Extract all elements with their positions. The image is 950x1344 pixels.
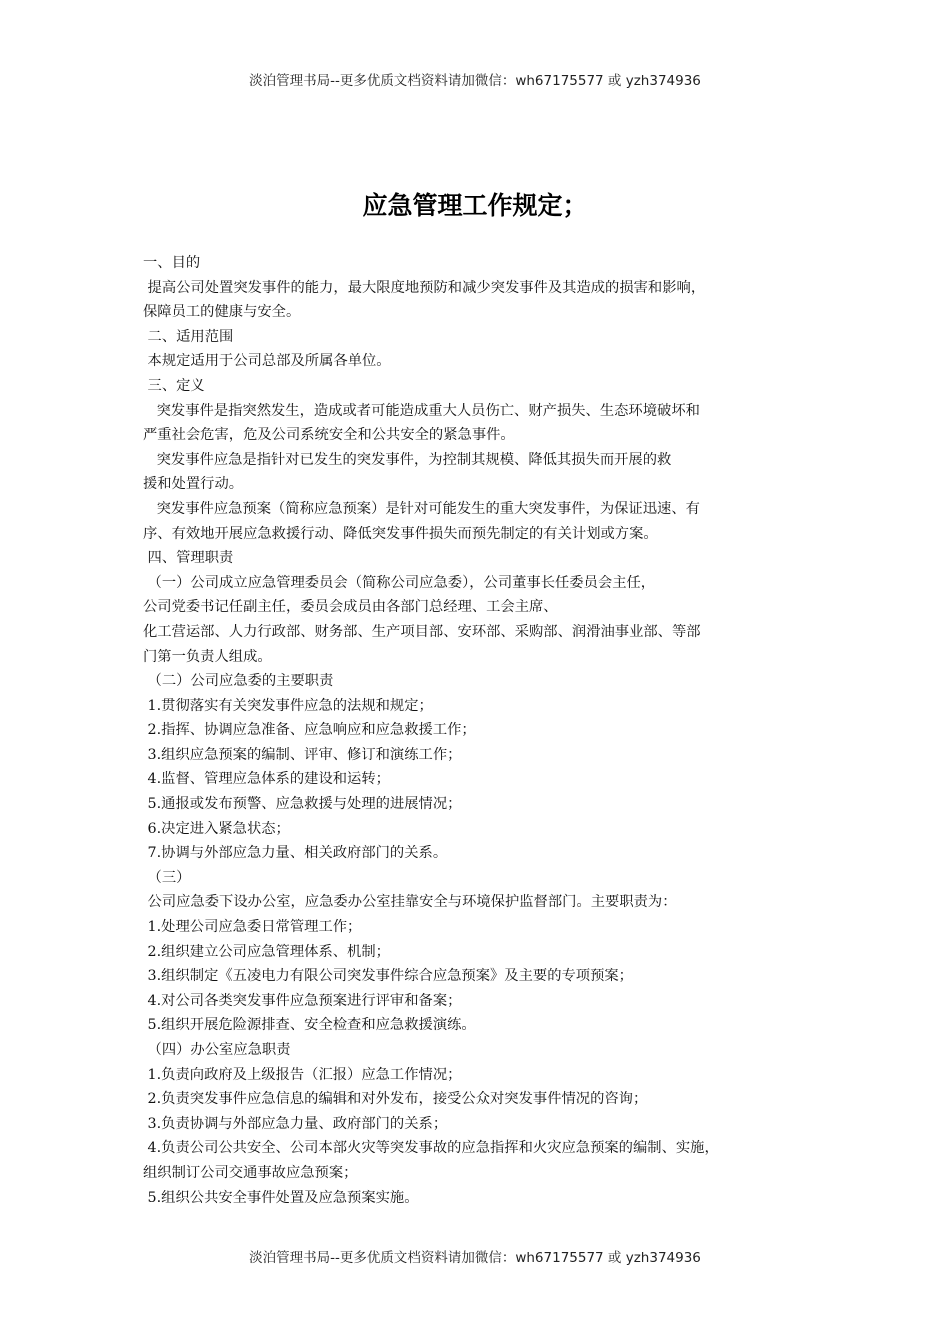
document-body [143,251,823,1210]
body-line: 2.负责突发事件应急信息的编辑和对外发布，接受公众对突发事件情况的咨询； [143,1091,648,1108]
body-line: 本规定适用于公司总部及所属各单位。 [143,353,391,370]
body-line: 1.处理公司应急委日常管理工作； [143,919,362,936]
body-line: 提高公司处置突发事件的能力，最大限度地预防和减少突发事件及其造成的损害和影响， [143,279,706,296]
body-line: 援和处置行动。 [143,476,244,493]
body-line: 3.组织制定《五凌电力有限公司突发事件综合应急预案》及主要的专项预案； [143,968,633,985]
body-line: 7.协调与外部应急力量、相关政府部门的关系。 [143,845,448,862]
body-line: 门第一负责人组成。 [143,648,272,665]
body-line: 4.监督、管理应急体系的建设和运转； [143,771,390,788]
page-footer: 淡泊管理书局--更多优质文档资料请加微信：wh67175577 或 yzh374936 [249,1250,701,1266]
body-line: 2.组织建立公司应急管理体系、机制； [143,943,390,960]
body-line: 三、定义 [143,377,205,394]
body-line: 序、有效地开展应急救援行动、降低突发事件损失而预先制定的有关计划或方案。 [143,525,658,542]
body-line: 2.指挥、协调应急准备、应急响应和应急救援工作； [143,722,476,739]
body-line: 突发事件应急是指针对已发生的突发事件，为控制其规模、降低其损失而开展的救 [143,451,672,468]
body-line: 化工营运部、人力行政部、财务部、生产项目部、安环部、采购部、润滑油事业部、等部 [143,623,701,640]
body-line: 公司党委书记任副主任，委员会成员由各部门总经理、工会主席、 [143,599,558,616]
body-line: 5.通报或发布预警、应急救援与处理的进展情况； [143,796,462,813]
document-title: 应急管理工作规定； [362,191,588,220]
body-line: 3.组织应急预案的编制、评审、修订和演练工作； [143,746,462,763]
body-line: 突发事件是指突然发生，造成或者可能造成重大人员伤亡、财产损失、生态环境破坏和 [143,402,700,419]
body-line: 严重社会危害，危及公司系统安全和公共安全的紧急事件。 [143,427,515,444]
body-line: 突发事件应急预案（简称应急预案）是针对可能发生的重大突发事件，为保证迅速、有 [143,500,700,517]
body-line: 一、目的 [143,255,201,271]
body-line: 公司应急委下设办公室，应急委办公室挂靠安全与环境保护监督部门。主要职责为： [143,894,677,911]
body-line: 4.对公司各类突发事件应急预案进行评审和备案； [143,992,462,1009]
page-header: 淡泊管理书局--更多优质文档资料请加微信：wh67175577 或 yzh374936 [249,73,701,89]
body-line: 四、管理职责 [143,550,234,567]
body-line: 5.组织公共安全事件处置及应急预案实施。 [143,1189,419,1206]
body-line: 1.贯彻落实有关突发事件应急的法规和规定； [143,697,433,714]
body-line: 1.负责向政府及上级报告（汇报）应急工作情况； [143,1066,462,1083]
body-line: 3.负责协调与外部应急力量、政府部门的关系； [143,1115,448,1132]
body-line: （一）公司成立应急管理委员会（简称公司应急委），公司董事长任委员会主任， [143,574,656,591]
body-line: 5.组织开展危险源排查、安全检查和应急救援演练。 [143,1017,476,1034]
body-line: 二、适用范围 [143,328,234,345]
body-line: 6.决定进入紧急状态； [143,820,290,837]
body-line: （二）公司应急委的主要职责 [143,673,334,690]
body-line: （三） [143,869,191,886]
body-line: 组织制订公司交通事故应急预案； [143,1164,358,1181]
body-line: （四）办公室应急职责 [143,1042,291,1058]
body-line: 保障员工的健康与安全。 [143,304,301,321]
body-line: 4.负责公司公共安全、公司本部火灾等突发事故的应急指挥和火灾应急预案的编制、实施， [143,1140,719,1157]
